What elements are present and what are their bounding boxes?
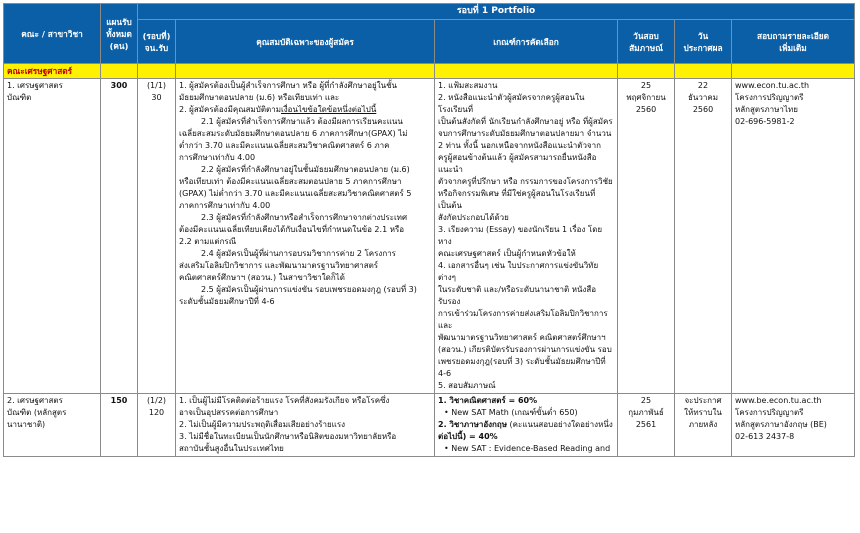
criteria-list: 1. วิชาคณิตศาสตร์ = 60% • New SAT Math (เกณฑ์ขั้นต่ำ 650) 2. วิชาภาษาอังกฤษ (คะแนนสอบอย่างใดอย่างหนึ่ง ต่อไปนี้) = 40% • New SAT : Evidence-Based Reading and bbox=[435, 394, 618, 457]
contact-website[interactable]: www.be.econ.tu.ac.th bbox=[735, 396, 822, 406]
table-row bbox=[4, 394, 855, 457]
contact-website[interactable]: www.econ.tu.ac.th bbox=[735, 81, 810, 91]
round-quota: (1/2) 120 bbox=[138, 394, 176, 457]
contact-phone: 02-696-5981-2 bbox=[735, 117, 795, 127]
table-row bbox=[4, 79, 855, 394]
header-total-quota: แผนรับ ทั้งหมด (คน) bbox=[101, 4, 138, 64]
header-criteria: เกณฑ์การคัดเลือก bbox=[435, 20, 618, 64]
header-interview-date: วันสอบ สัมภาษณ์ bbox=[618, 20, 675, 64]
contact-info: www.be.econ.tu.ac.th โครงการปริญญาตรี หลักสูตรภาษาอังกฤษ (BE) 02-613 2437-8 bbox=[732, 394, 855, 457]
total-quota: 300 bbox=[101, 79, 138, 394]
program-name: 2. เศรษฐศาสตร บัณฑิต (หลักสูตร นานาชาติ) bbox=[4, 394, 101, 457]
interview-date: 25 พฤศจิกายน 2560 bbox=[618, 79, 675, 394]
total-quota: 150 bbox=[101, 394, 138, 457]
header-round-quota: (รอบที่) จน.รับ bbox=[138, 20, 176, 64]
program-name: 1. เศรษฐศาสตร บัณฑิต bbox=[4, 79, 101, 394]
header-announce-date: วัน ประกาศผล bbox=[675, 20, 732, 64]
contact-info: www.econ.tu.ac.th โครงการปริญญาตรี หลักสูตรภาษาไทย 02-696-5981-2 bbox=[732, 79, 855, 394]
header-contact: สอบถามรายละเอียด เพิ่มเติม bbox=[732, 20, 855, 64]
criteria-list: 1. แฟ้มสะสมงาน 2. หนังสือแนะนำตัวผู้สมัครจากครูผู้สอนในโรงเรียนที่ เป็นต้นสังกัดที่ นักเรียนกำลังศึกษาอยู่ หรือ ที่ผู้สมัคร จบการศึกษาระดับมัธยมศึกษาตอนปลายมา จำนวน 2 ท่าน ทั้งนี้ นอกเหนือจากหนังสือแนะนำตัวจาก ครูผู้สอนข้างต้นแล้ว ผู้สมัครสามารถยื่นหนังสือแนะนำ ตัวจากครูที่ปรึกษา หรือ กรรมการของโครงการวิชัย หรือกิจกรรมพิเศษ ที่มีใช่ครูผู้สอนในโรงเรียนที่เป็นต้น สังกัดประกอบได้ด้วย 3. เรียงความ (Essay) ของนักเรียน 1 เรื่อง โดยหาง คณะเศรษฐศาสตร์ เป็นผู้กำหนดหัวข้อให้ 4. เอกสารอื่นๆ เช่น ใบประกาศการแข่งขันวิทัยต่างๆ ในระดับชาติ และ/หรือระดับนานาชาติ หนังสือรับรอง การเข้าร่วมโครงการค่ายส่งเสริมโอลิมปิกวิชาการ และ พัฒนามาตรฐานวิทยาศาสตร์ คณิตศาสตร์ศึกษาฯ (สอวน.) เกียรติบัตรรับรองการผ่านการแข่งขัน รอบ เพชรยอดมงกุฎ(รอบที่ 3) ระดับชั้นมัธยมศึกษาปีที่ 4-6 5. สอบสัมภาษณ์ bbox=[435, 79, 618, 394]
contact-phone: 02-613 2437-8 bbox=[735, 432, 795, 442]
announce-date: จะประกาศ ให้ทราบใน ภายหลัง bbox=[675, 394, 732, 457]
qualifications-list: 1. เป็นผู้ไม่มีโรคติดต่อร้ายแรง โรคที่สังคมรังเกียจ หรือโรคซึ่ง อาจเป็นอุปสรรคต่อการศึกษา 2. ไม่เป็นผู้มีความประพฤติเสื่อมเสียอย่างร้ายแรง 3. ไม่มีชื่อในทะเบียนเป็นนักศึกษาหรือนิสิตของมหาวิทยาลัยหรือ สถาบันชั้นสูงอื่นในประเทศไทย bbox=[176, 394, 435, 457]
header-faculty-major: คณะ / สาขาวิชา bbox=[4, 4, 101, 64]
round-quota: (1/1) 30 bbox=[138, 79, 176, 394]
header-qualifications: คุณสมบัติเฉพาะของผู้สมัคร bbox=[176, 20, 435, 64]
admission-table bbox=[3, 3, 855, 457]
announce-date: 22 ธันวาคม 2560 bbox=[675, 79, 732, 394]
header-round-title: รอบที่ 1 Portfolio bbox=[138, 4, 855, 20]
qualifications-list: 1. ผู้สมัครต้องเป็นผู้สำเร็จการศึกษา หรือ ผู้ที่กำลังศึกษาอยู่ในชั้น มัธยมศึกษาตอนปลาย (ม.6) หรือเทียบเท่า และ 2. ผู้สมัครต้องมีคุณสมบัติตามเงื่อนไขข้อใดข้อหนึ่งต่อไปนี้ 2.1 ผู้สมัครที่สำเร็จการศึกษาแล้ว ต้องมีผลการเรียนคะแนน เฉลี่ยสะสมระดับมัธยมศึกษาตอนปลาย 6 ภาคการศึกษา(GPAX) ไม่ ต่ำกว่า 3.70 และมีคะแนนเฉลี่ยสะสมวิชาคณิตศาสตร์ 6 ภาค การศึกษาเท่ากับ 4.00 2.2 ผู้สมัครที่กำลังศึกษาอยู่ในชั้นมัธยมศึกษาตอนปลาย (ม.6) หรือเทียบเท่า ต้องมีคะแนนเฉลี่ยสะสมตอนปลาย 5 ภาคการศึกษา (GPAX) ไม่ต่ำกว่า 3.70 และมีคะแนนเฉลี่ยสะสมวิชาคณิตศาสตร์ 5 ภาคการศึกษาเท่ากับ 4.00 2.3 ผู้สมัครที่กำลังศึกษาหรือสำเร็จการศึกษาจากต่างประเทศ ต้องมีคะแนนเฉลี่ยเทียบเคียงได้กับเงื่อนไขที่กำหนดในข้อ 2.1 หรือ 2.2 ตามแต่กรณี 2.4 ผู้สมัครเป็นผู้ที่ผ่านการอบรมวิชาการค่าย 2 โครงการ ส่งเสริมโอลิมปิกวิชาการ และพัฒนามาตรฐานวิทยาศาสตร์ คณิตศาสตร์ศึกษาฯ (สอวน.) ในสาขาวิชาใดก็ได้ 2.5 ผู้สมัครเป็นผู้ผ่านการแข่งขัน รอบเพชรยอดมงกุฎ (รอบที่ 3) ระดับชั้นมัธยมศึกษาปีที่ 4-6 bbox=[176, 79, 435, 394]
interview-date: 25 กุมภาพันธ์ 2561 bbox=[618, 394, 675, 457]
faculty-name: คณะเศรษฐศาสตร์ bbox=[4, 64, 101, 79]
